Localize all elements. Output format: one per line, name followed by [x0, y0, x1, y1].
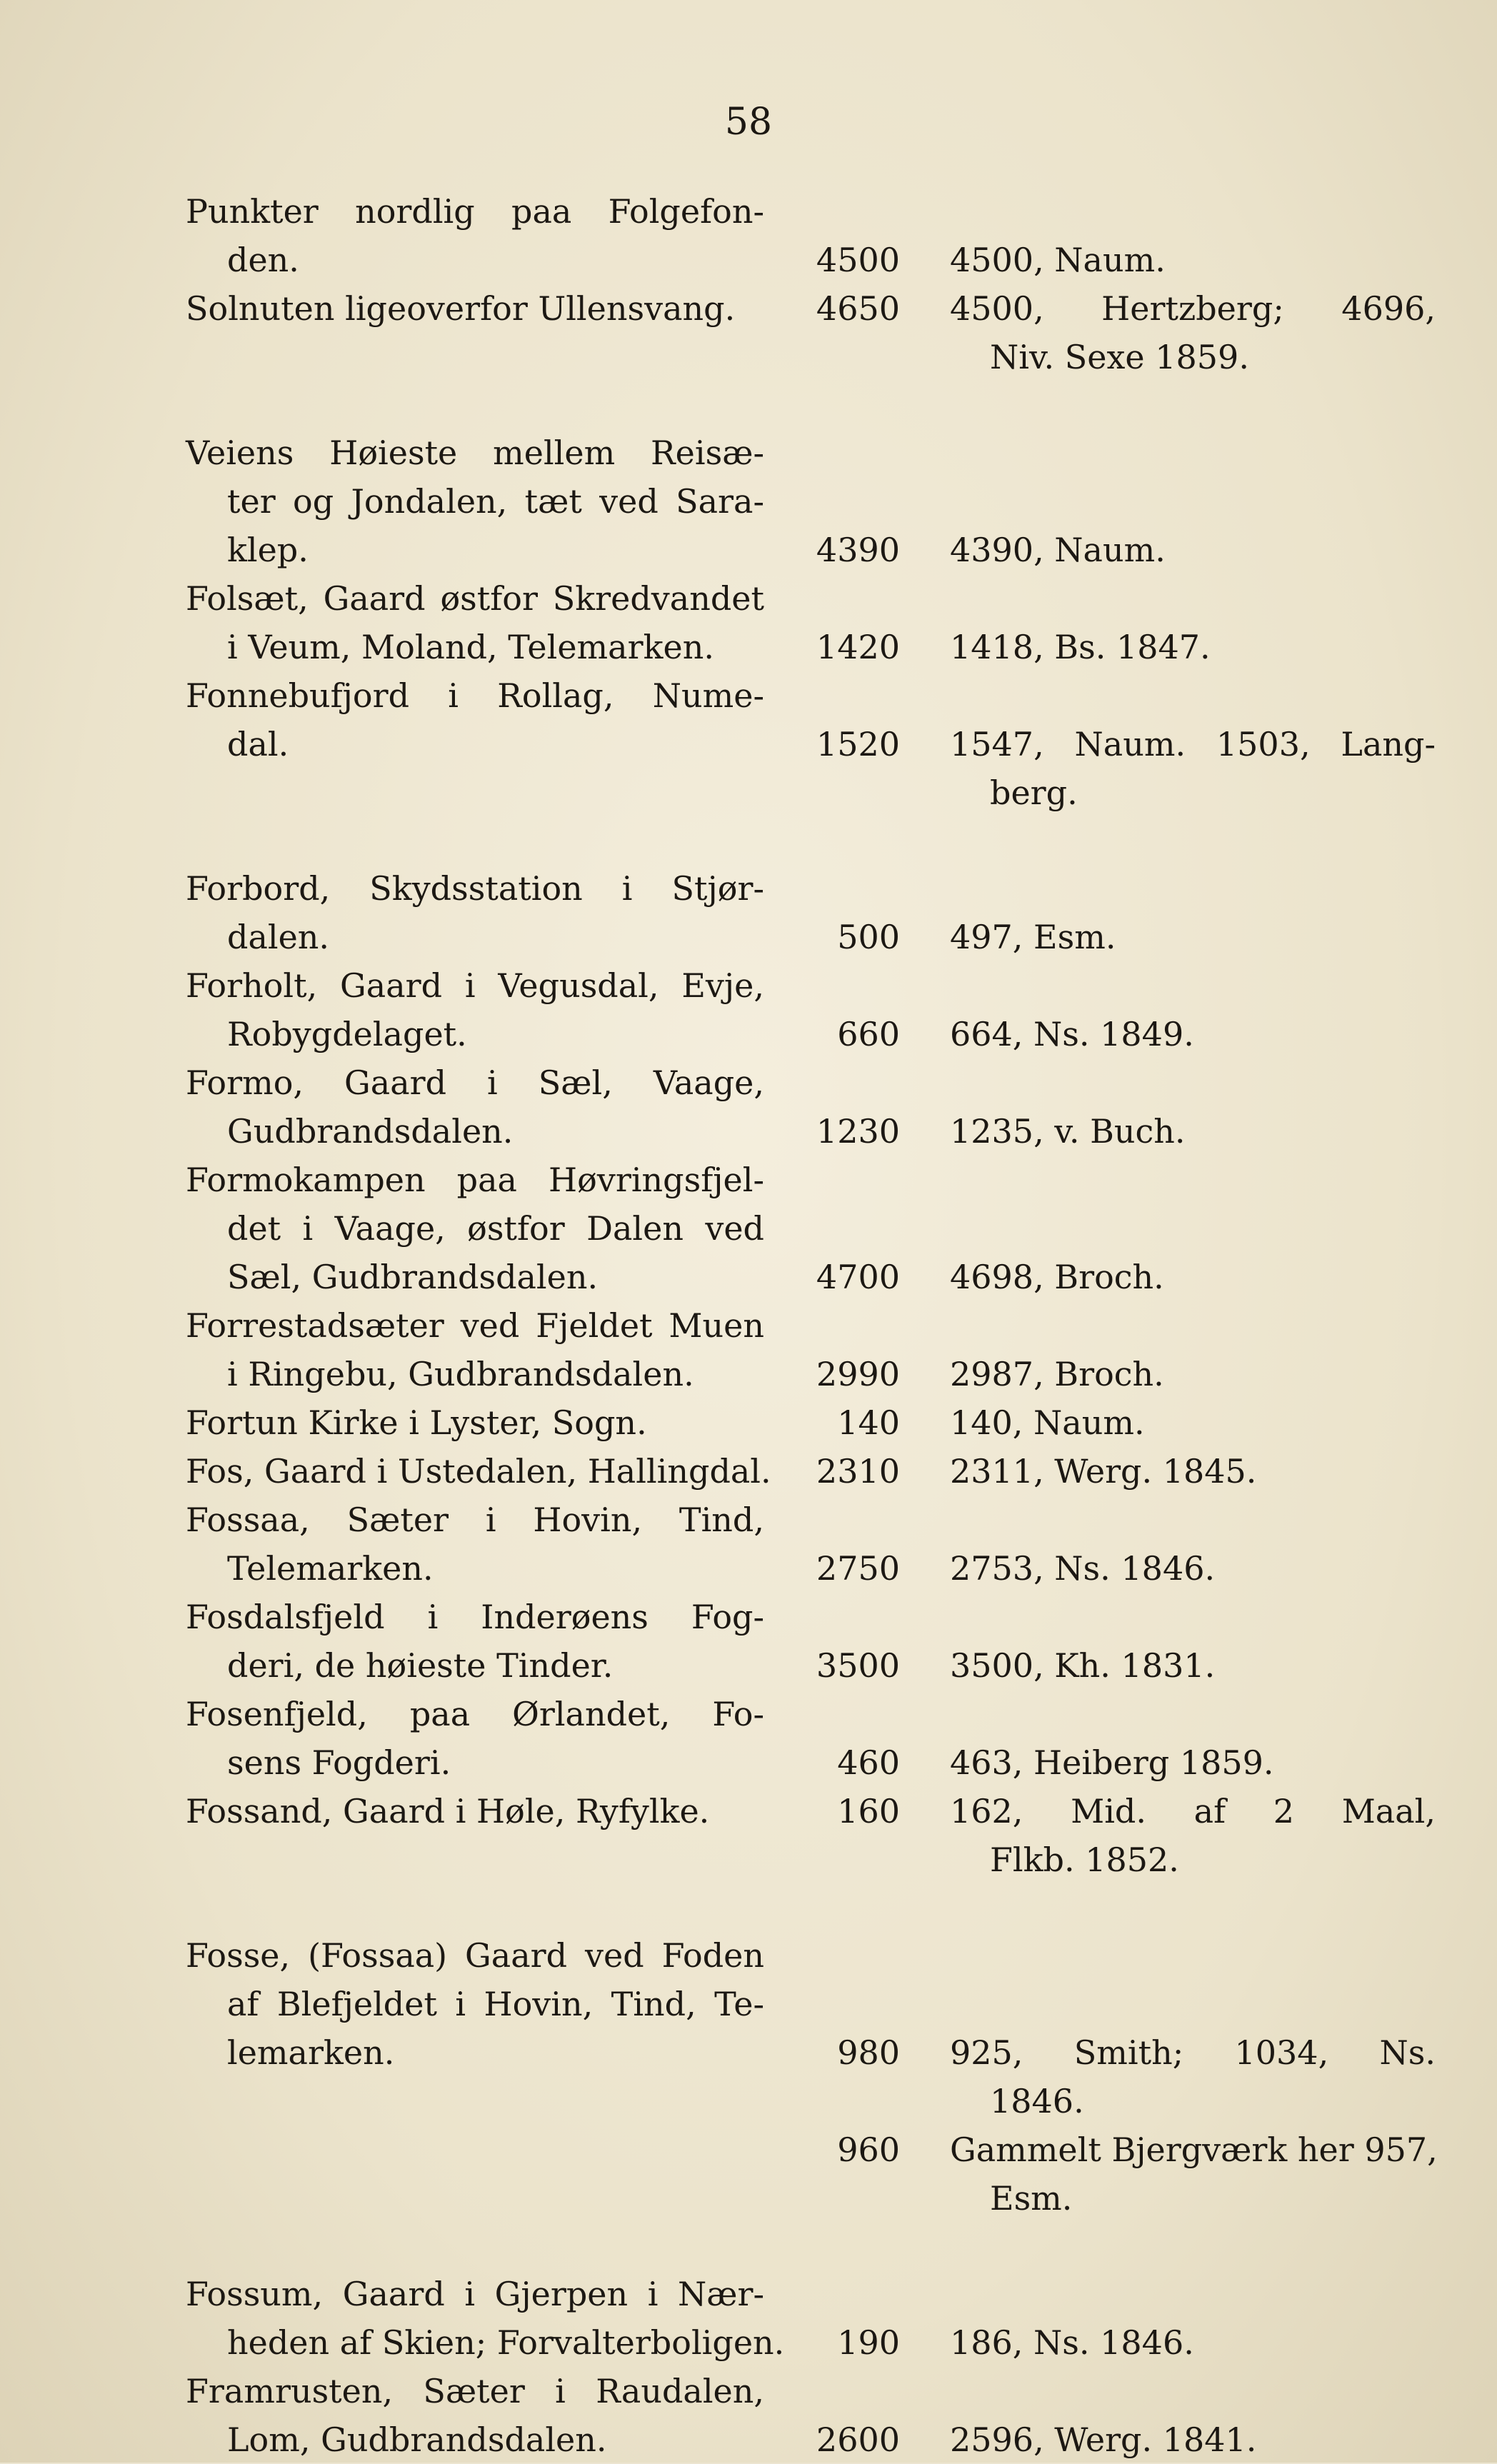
gazetteer-entry	[0, 2367, 1497, 2464]
entry-name: ter og Jondalen, tæt ved Sara-	[227, 482, 764, 521]
entry-line	[0, 333, 1497, 381]
entry-line	[0, 1593, 1497, 1641]
gazetteer-entry	[0, 574, 1497, 671]
entry-name: af Blefjeldet i Hovin, Tind, Te-	[227, 1985, 764, 2023]
entry-name: Gudbrandsdalen.	[227, 1112, 514, 1151]
entry-height: 4500	[816, 241, 900, 279]
entry-line	[0, 864, 1497, 913]
entry-name: heden af Skien; Forvalterboligen.	[227, 2323, 785, 2362]
entry-height: 2310	[816, 1452, 900, 1491]
entry-height: 1420	[816, 628, 900, 666]
entry-name: Fosenfjeld, paa Ørlandet, Fo-	[186, 1695, 764, 1733]
entry-line	[0, 1350, 1497, 1398]
entry-note: berg.	[990, 773, 1078, 812]
entry-note: 2311, Werg. 1845.	[950, 1452, 1257, 1491]
gazetteer-entry	[0, 864, 1497, 961]
gazetteer-entry	[0, 1496, 1497, 1593]
entry-note: 2596, Werg. 1841.	[950, 2420, 1257, 2459]
entry-line	[0, 2125, 1497, 2174]
entry-name: Fos, Gaard i Ustedalen, Hallingdal.	[186, 1452, 771, 1491]
entry-line	[0, 961, 1497, 1010]
entry-name: Formokampen paa Høvringsfjel-	[186, 1161, 764, 1199]
entry-name: Robygdelaget.	[227, 1015, 467, 1053]
entry-line	[0, 1544, 1497, 1593]
gazetteer-entry	[0, 1398, 1497, 1447]
entry-name: dalen.	[227, 918, 330, 956]
entry-height: 500	[837, 918, 900, 956]
entry-note: Niv. Sexe 1859.	[990, 338, 1249, 376]
entry-height: 1230	[816, 1112, 900, 1151]
entry-line	[0, 1058, 1497, 1107]
entry-line	[0, 1253, 1497, 1301]
entry-height: 660	[837, 1015, 900, 1053]
entry-note: 4390, Naum.	[950, 531, 1166, 569]
entry-line	[0, 2367, 1497, 2415]
entry-height: 190	[837, 2323, 900, 2362]
entry-name: Forbord, Skydsstation i Stjør-	[186, 869, 764, 908]
entry-line	[0, 1010, 1497, 1058]
entry-line	[0, 720, 1497, 768]
entry-line	[0, 2174, 1497, 2223]
entry-name: i Veum, Moland, Telemarken.	[227, 628, 714, 666]
entry-note: 664, Ns. 1849.	[950, 1015, 1194, 1053]
entry-line	[0, 477, 1497, 526]
entry-name: Framrusten, Sæter i Raudalen,	[186, 2372, 764, 2410]
entry-name: Veiens Høieste mellem Reisæ-	[186, 434, 764, 472]
entry-height: 4650	[816, 289, 900, 328]
entry-line	[0, 1690, 1497, 1738]
entry-height: 2600	[816, 2420, 900, 2459]
entry-height: 2750	[816, 1549, 900, 1588]
gazetteer-entry	[0, 2125, 1497, 2223]
entry-line	[0, 1447, 1497, 1496]
entry-name: Solnuten ligeoverfor Ullensvang.	[186, 289, 736, 328]
entry-name: Fossaa, Sæter i Hovin, Tind,	[186, 1501, 764, 1539]
gazetteer-entry	[0, 187, 1497, 284]
entry-height: 980	[837, 2033, 900, 2072]
entry-line	[0, 623, 1497, 671]
entry-line	[0, 768, 1497, 817]
entry-height: 960	[837, 2130, 900, 2169]
entry-name: i Ringebu, Gudbrandsdalen.	[227, 1355, 694, 1393]
entry-line	[0, 2415, 1497, 2464]
entry-line	[0, 1641, 1497, 1690]
gazetteer-entry	[0, 284, 1497, 381]
entry-line	[0, 1496, 1497, 1544]
entry-line	[0, 1398, 1497, 1447]
entry-height: 140	[837, 1403, 900, 1442]
entry-line	[0, 429, 1497, 477]
gazetteer-entry	[0, 1301, 1497, 1398]
entry-name: Fosdalsfjeld i Inderøens Fog-	[186, 1598, 764, 1636]
gazetteer-entry	[0, 2270, 1497, 2367]
gazetteer-entry	[0, 1156, 1497, 1301]
entry-line	[0, 2077, 1497, 2125]
entry-line	[0, 1107, 1497, 1156]
entry-note: 4698, Broch.	[950, 1258, 1164, 1296]
entry-note: 140, Naum.	[950, 1403, 1145, 1442]
gazetteer-entry	[0, 1593, 1497, 1690]
entry-note: 3500, Kh. 1831.	[950, 1646, 1216, 1685]
gazetteer-entry	[0, 1058, 1497, 1156]
entry-name: Fosse, (Fossaa) Gaard ved Foden	[186, 1936, 764, 1975]
entry-note: Flkb. 1852.	[990, 1841, 1179, 1879]
gazetteer-entry	[0, 1931, 1497, 2125]
entry-name: Forrestadsæter ved Fjeldet Muen	[186, 1306, 764, 1345]
entry-name: Formo, Gaard i Sæl, Vaage,	[186, 1063, 764, 1102]
entry-name: Fonnebufjord i Rollag, Nume-	[186, 676, 764, 715]
entry-line	[0, 1787, 1497, 1836]
page-number: 58	[724, 101, 773, 144]
gazetteer-entries	[0, 187, 1497, 2464]
entry-line	[0, 1836, 1497, 1884]
entry-note: 4500, Naum.	[950, 241, 1166, 279]
entry-line	[0, 236, 1497, 284]
entry-height: 4390	[816, 531, 900, 569]
entry-note: 1235, v. Buch.	[950, 1112, 1186, 1151]
entry-name: dal.	[227, 725, 289, 763]
entry-name: den.	[227, 241, 299, 279]
entry-name: klep.	[227, 531, 309, 569]
entry-name: Fossum, Gaard i Gjerpen i Nær-	[186, 2275, 764, 2313]
entry-note: Esm.	[990, 2179, 1073, 2218]
entry-height: 3500	[816, 1646, 900, 1685]
entry-line	[0, 671, 1497, 720]
entry-line	[0, 1980, 1497, 2028]
entry-note: 2987, Broch.	[950, 1355, 1164, 1393]
entry-line	[0, 1204, 1497, 1253]
entry-name: Fossand, Gaard i Høle, Ryfylke.	[186, 1792, 710, 1831]
entry-name: Fortun Kirke i Lyster, Sogn.	[186, 1403, 647, 1442]
gazetteer-entry	[0, 1447, 1497, 1496]
gazetteer-entry	[0, 1787, 1497, 1884]
entry-name: Punkter nordlig paa Folgefon-	[186, 192, 764, 231]
entry-note: 925, Smith; 1034, Ns.	[950, 2033, 1436, 2072]
entry-note: 1547, Naum. 1503, Lang-	[950, 725, 1436, 763]
entry-name: Lom, Gudbrandsdalen.	[227, 2420, 607, 2459]
entry-note: 497, Esm.	[950, 918, 1116, 956]
entry-name: Telemarken.	[227, 1549, 434, 1588]
entry-name: det i Vaage, østfor Dalen ved	[227, 1209, 764, 1248]
entry-line	[0, 2318, 1497, 2367]
gazetteer-entry	[0, 429, 1497, 574]
entry-note: 1846.	[990, 2082, 1084, 2120]
entry-note: 4500, Hertzberg; 4696,	[950, 289, 1436, 328]
entry-note: 1418, Bs. 1847.	[950, 628, 1211, 666]
entry-line	[0, 574, 1497, 623]
entry-note: 463, Heiberg 1859.	[950, 1743, 1274, 1782]
entry-height: 2990	[816, 1355, 900, 1393]
entry-note: 186, Ns. 1846.	[950, 2323, 1194, 2362]
entry-line	[0, 1301, 1497, 1350]
entry-line	[0, 1156, 1497, 1204]
entry-height: 1520	[816, 725, 900, 763]
entry-line	[0, 2028, 1497, 2077]
entry-line	[0, 284, 1497, 333]
entry-note: 162, Mid. af 2 Maal,	[950, 1792, 1436, 1831]
entry-name: Sæl, Gudbrandsdalen.	[227, 1258, 599, 1296]
entry-name: lemarken.	[227, 2033, 395, 2072]
entry-name: sens Fogderi.	[227, 1743, 451, 1782]
entry-line	[0, 913, 1497, 961]
entry-height: 4700	[816, 1258, 900, 1296]
entry-name: deri, de høieste Tinder.	[227, 1646, 614, 1685]
entry-height: 160	[837, 1792, 900, 1831]
entry-name: Folsæt, Gaard østfor Skredvandet	[186, 579, 764, 618]
gazetteer-entry	[0, 961, 1497, 1058]
entry-name: Forholt, Gaard i Vegusdal, Evje,	[186, 966, 764, 1005]
entry-height: 460	[837, 1743, 900, 1782]
gazetteer-entry	[0, 1690, 1497, 1787]
entry-note: 2753, Ns. 1846.	[950, 1549, 1216, 1588]
gazetteer-entry	[0, 671, 1497, 817]
entry-line	[0, 526, 1497, 574]
entry-note: Gammelt Bjergværk her 957,	[950, 2130, 1438, 2169]
entry-line	[0, 1738, 1497, 1787]
entry-line	[0, 187, 1497, 236]
entry-line	[0, 2270, 1497, 2318]
entry-line	[0, 1931, 1497, 1980]
